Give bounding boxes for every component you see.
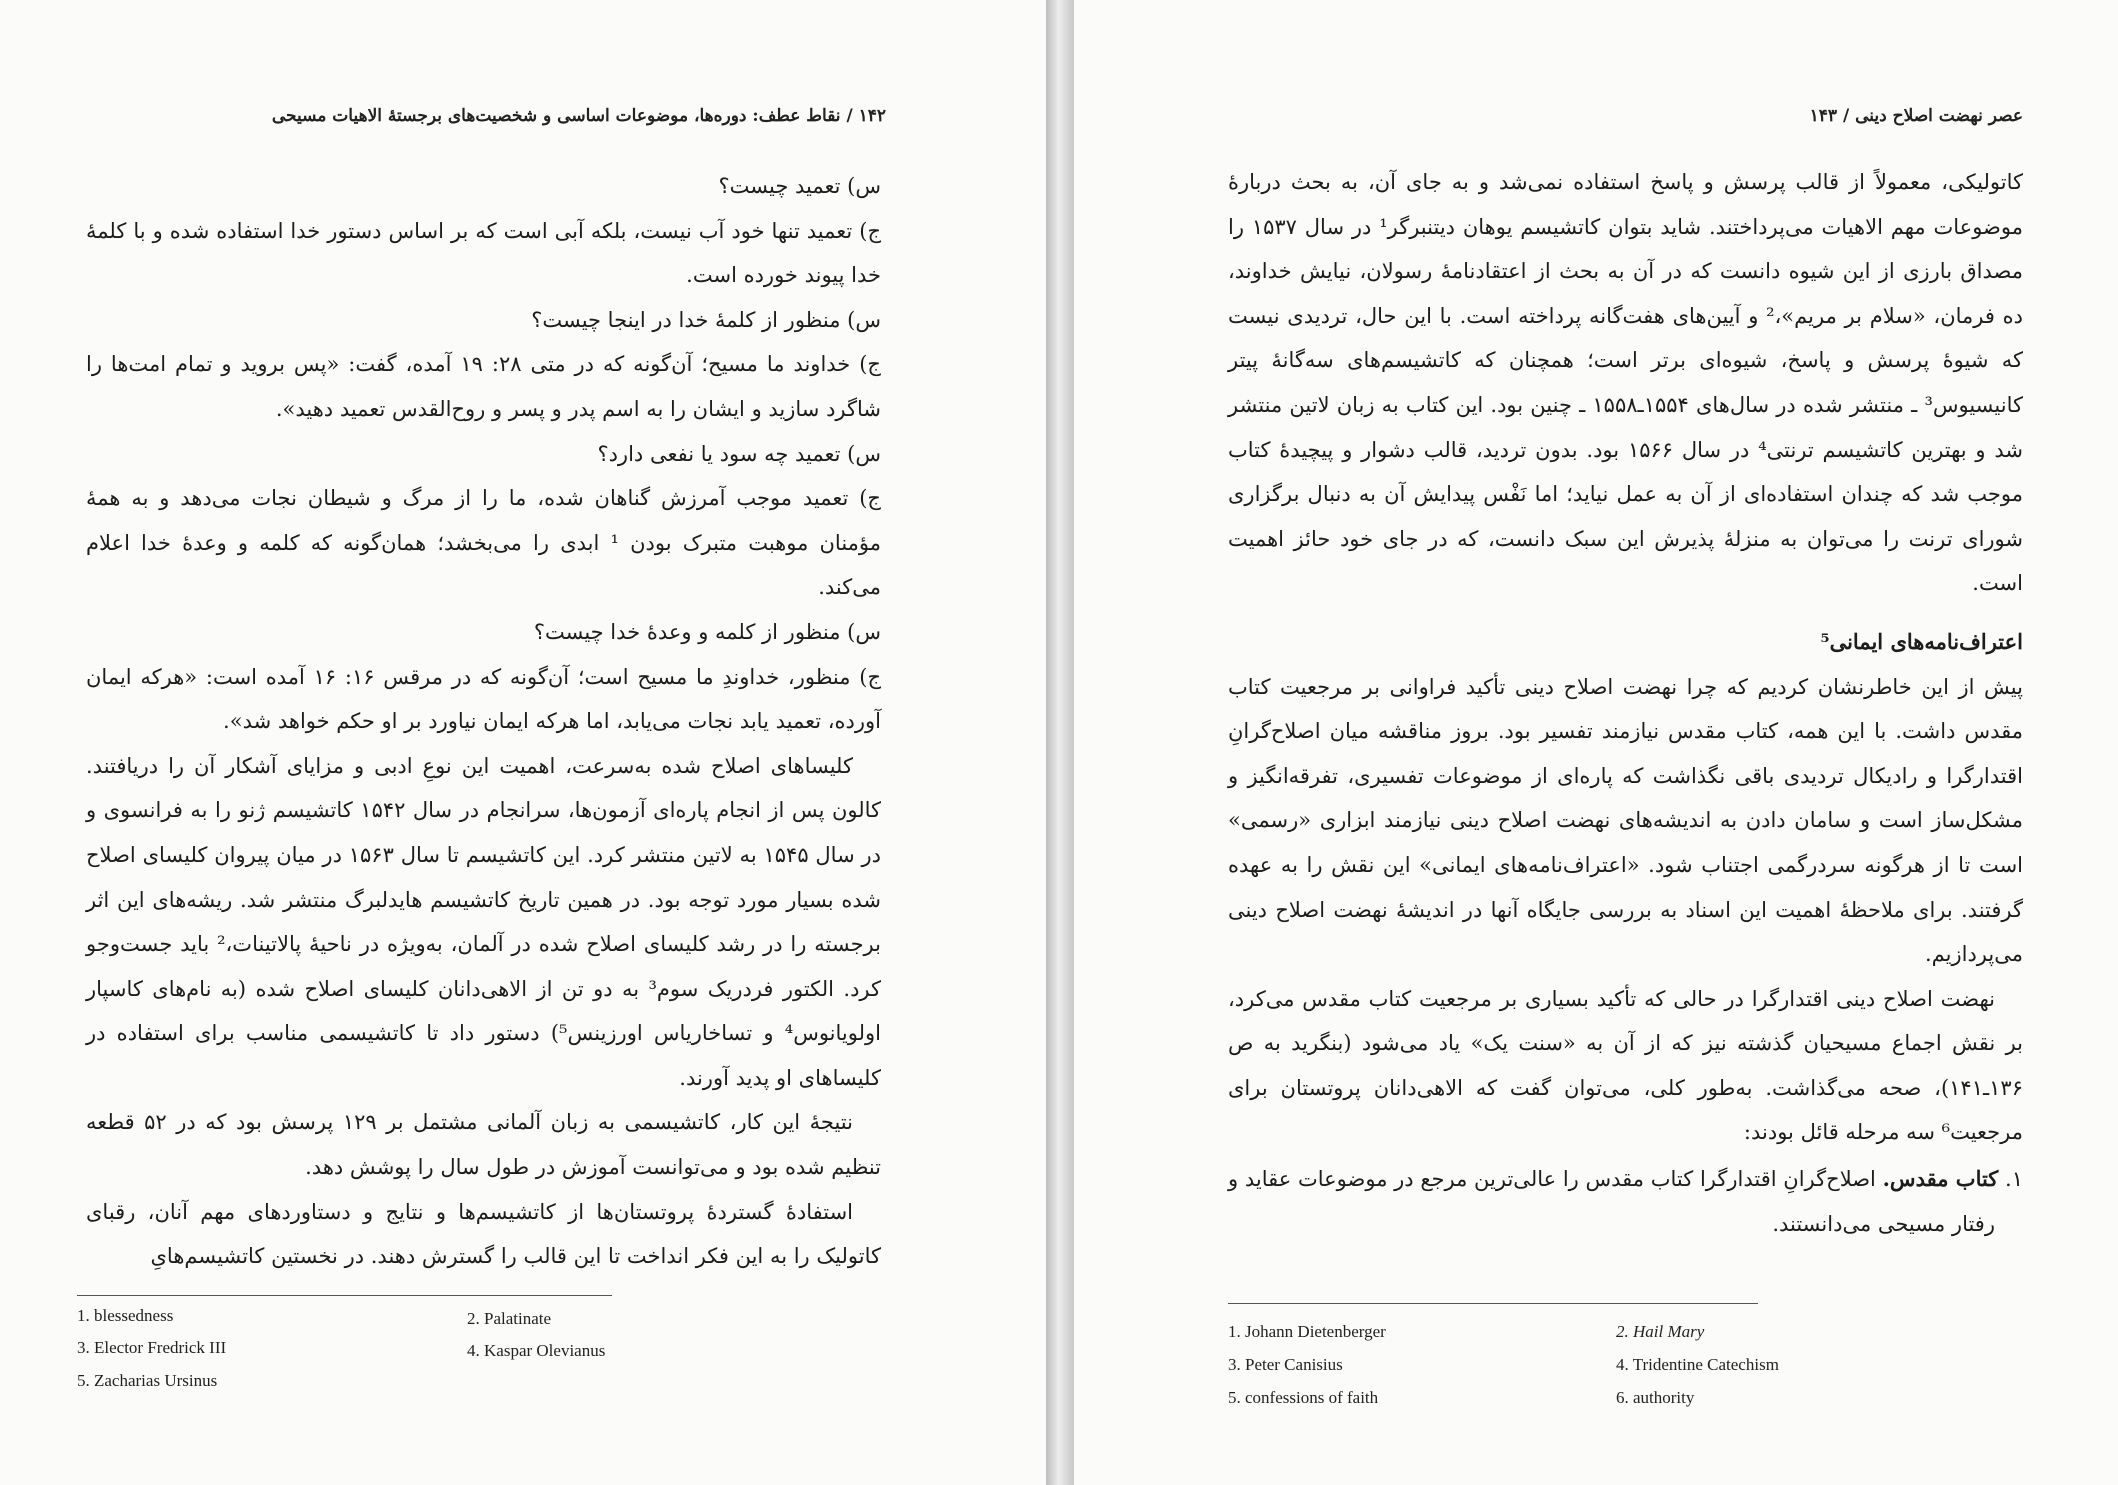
footnote: 3. Elector Fredrick III bbox=[77, 1338, 227, 1357]
question: س) تعمید چیست؟ bbox=[718, 174, 881, 198]
paragraph: کاتولیکی، معمولاً از قالب پرسش و پاسخ استفاده نمی‌شد و به جای آن، به بحث دربارهٔ موضوعات مهم الاهیات می‌پرداختند. شاید بتوان کاتشیسم یوهان دیتنبرگر¹ در سال ۱۵۳۷ را مصداق بارزی از این شیوه دانست که در آن به بحث از اعتقادنامهٔ رسولان، نیایش خداوند، ده فرمان، «سلام بر مریم»،² و آیین‌های هفت‌گانه پرداخته است. با این حال، تردیدی نیست که شیوهٔ پرسش و پاسخ، شیوه‌ای برتر است؛ همچنان که کاتشیسم‌های سه‌گانهٔ پیتر کانیسیوس³ ـ منتشر شده در سال‌های ۱۵۵۴ـ۱۵۵۸ ـ چنین بود. این کتاب به زبان لاتین منتشر شد و بهترین کاتشیسم ترنتی⁴ در سال ۱۵۶۶ بود. بدون تردید، قالب دشوار و پیچیدهٔ کتاب موجب شد که چندان استفاده‌ای از آن به عمل نیاید؛ اما نَفْس پیدایش آن به دنبال برگزاری شورای ترنت را می‌توان به منزلهٔ پذیرش این سبک دانست، که در جای خود حائز اهمیت است. bbox=[1228, 170, 2023, 596]
question: س) منظور از کلمه و وعدهٔ خدا چیست؟ bbox=[533, 619, 881, 644]
footnote: 2. Hail Mary bbox=[1616, 1322, 1705, 1341]
paragraph: نهضت اصلاح دینی اقتدارگرا در حالی که تأکید بسیاری بر مرجعیت کتاب مقدس می‌کرد، بر نقش اجماع مسیحیان گذشته نیز که از آن به «سنت یک» یاد می‌شود (بنگرید به ص ۱۳۶ـ۱۴۱)، صحه می‌گذاشت. به‌طور کلی، می‌توان گفت که الاهی‌دانان پروتستان برای مرجعیت⁶ سه مرحله قائل بودند: bbox=[1228, 986, 2023, 1145]
footnote: 4. Tridentine Catechism bbox=[1616, 1355, 1779, 1374]
paragraph: کلیساهای اصلاح شده به‌سرعت، اهمیت این نوعِ ادبی و مزایای آشکار آن را دریافتند. کالون پس از انجام پاره‌ای آزمون‌ها، سرانجام در سال ۱۵۴۲ کاتشیسم ژنو را به فرانسوی و در سال ۱۵۴۵ به لاتین منتشر کرد. این کاتشیسم تا سال ۱۵۶۳ در میان پیروان کلیسای اصلاح شده بسیار مورد توجه بود. در همین تاریخ کاتشیسم هایدلبرگ منتشر شد. ریشه‌های این اثر برجسته را در رشد کلیسای اصلاح شده در آلمان، به‌ویژه در ناحیهٔ پالاتینات،² باید جست‌وجو کرد. الکتور فردریک سوم³ به دو تن از الاهی‌دانان کلیسای اصلاح شده (به نام‌های کاسپار اولویانوس⁴ و تساخاریاس اورزینس⁵) دستور داد تا کاتشیسمی مناسب برای استفاده در کلیساهای او پدید آورند. bbox=[86, 753, 882, 1090]
answer: ج) تعمید تنها خود آب نیست، بلکه آبی است که بر اساس دستور خدا استفاده شده و با کلمهٔ خدا پیوند خورده است. bbox=[86, 218, 881, 288]
running-header: ۱۴۲ / نقاط عطف: دوره‌ها، موضوعات اساسی و شخصیت‌های برجستهٔ الاهیات مسیحی bbox=[271, 106, 886, 126]
question: س) تعمید چه سود یا نفعی دارد؟ bbox=[597, 441, 881, 466]
paragraph: نتیجهٔ این کار، کاتشیسمی به زبان آلمانی مشتمل بر ۱۲۹ پرسش بود که در ۵۲ قطعه تنظیم شده بود و می‌توانست آموزش در طول سال را پوشش دهد. bbox=[86, 1110, 881, 1180]
question: س) منظور از کلمهٔ خدا در اینجا چیست؟ bbox=[531, 307, 881, 332]
answer: ج) تعمید موجب آمرزش گناهان شده، ما را از مرگ و شیطان نجات می‌دهد و به همهٔ مؤمنان موهبت متبرک بودن ¹ ابدی را می‌بخشد؛ همان‌گونه که کلمه و وعدهٔ خدا اعلام می‌کند. bbox=[86, 486, 881, 600]
page-body bbox=[1228, 160, 2023, 1246]
book-gutter bbox=[1046, 0, 1074, 1485]
list-term: کتاب مقدس. bbox=[1882, 1166, 1999, 1192]
paragraph: استفادهٔ گستردهٔ پروتستان‌ها از کاتشیسم‌ها و نتایج و دستاوردهای مهم آنان، رقبای کاتولیک را به این فکر انداخت تا این قالب را گسترش دهند. در نخستین کاتشیسم‌هایِ bbox=[86, 1199, 881, 1269]
footnote: 1. blessedness bbox=[77, 1306, 174, 1325]
list-number: ۱. bbox=[2005, 1167, 2023, 1192]
right-page bbox=[1074, 0, 2118, 1485]
section-heading: اعتراف‌نامه‌های ایمانی⁵ bbox=[1820, 628, 2023, 654]
answer: ج) خداوند ما مسیح؛ آن‌گونه که در متی ۲۸: ۱۹ آمده، گفت: «پس بروید و تمام امت‌ها را شاگرد سازید و ایشان را به اسم پدر و پسر و روح‌القدس تعمید دهید». bbox=[86, 352, 881, 421]
footnote: 4. Kaspar Olevianus bbox=[467, 1341, 606, 1360]
footnote-divider bbox=[77, 1295, 612, 1296]
answer: ج) منظور، خداوندِ ما مسیح است؛ آن‌گونه که در مرقس ۱۶: ۱۶ آمده است: «هرکه ایمان آورده، تعمید یابد نجات می‌یابد، اما هرکه ایمان نیاورد بر او حکم خواهد شد». bbox=[86, 664, 881, 734]
left-page bbox=[0, 0, 1046, 1485]
list-item bbox=[1228, 1157, 2023, 1246]
footnote: 3. Peter Canisius bbox=[1228, 1355, 1343, 1374]
list-text: اصلاح‌گرانِ اقتدارگرا کتاب مقدس را عالی‌ترین مرجع در موضوعات عقاید و رفتار مسیحی می‌دانستند. bbox=[1228, 1167, 1995, 1236]
page-body bbox=[86, 164, 881, 1279]
footnote: 1. Johann Dietenberger bbox=[1228, 1322, 1386, 1341]
footnote-divider bbox=[1228, 1303, 1758, 1304]
footnote: 2. Palatinate bbox=[467, 1309, 552, 1328]
paragraph: پیش از این خاطرنشان کردیم که چرا نهضت اصلاح دینی تأکید فراوانی بر مرجعیت کتاب مقدس داشت. با این همه، کتاب مقدس نیازمند تفسیر بود. بروز مناقشه میان اصلاح‌گرانِ اقتدارگرا و رادیکال تردیدی باقی نگذاشت که پاره‌ای از موضوعات تفسیری، تفرقه‌انگیز و مشکل‌ساز است و سامان دادن به اندیشه‌های نهضت اصلاح دینی نیازمند ابزاری «رسمی» است تا از هرگونه سردرگمی اجتناب شود. «اعتراف‌نامه‌های ایمانی» این نقش را به عهده گرفتند. برای ملاحظهٔ اهمیت این اسناد به بررسی جایگاه آنها در اندیشهٔ نهضت اصلاح دینی می‌پردازیم. bbox=[1228, 674, 2023, 967]
footnote: 5. Zacharias Ursinus bbox=[77, 1371, 218, 1390]
footnote: 6. authority bbox=[1616, 1388, 1695, 1407]
footnote: 5. confessions of faith bbox=[1228, 1388, 1379, 1407]
running-header: عصر نهضت اصلاح دینی / ۱۴۳ bbox=[1809, 106, 2023, 126]
